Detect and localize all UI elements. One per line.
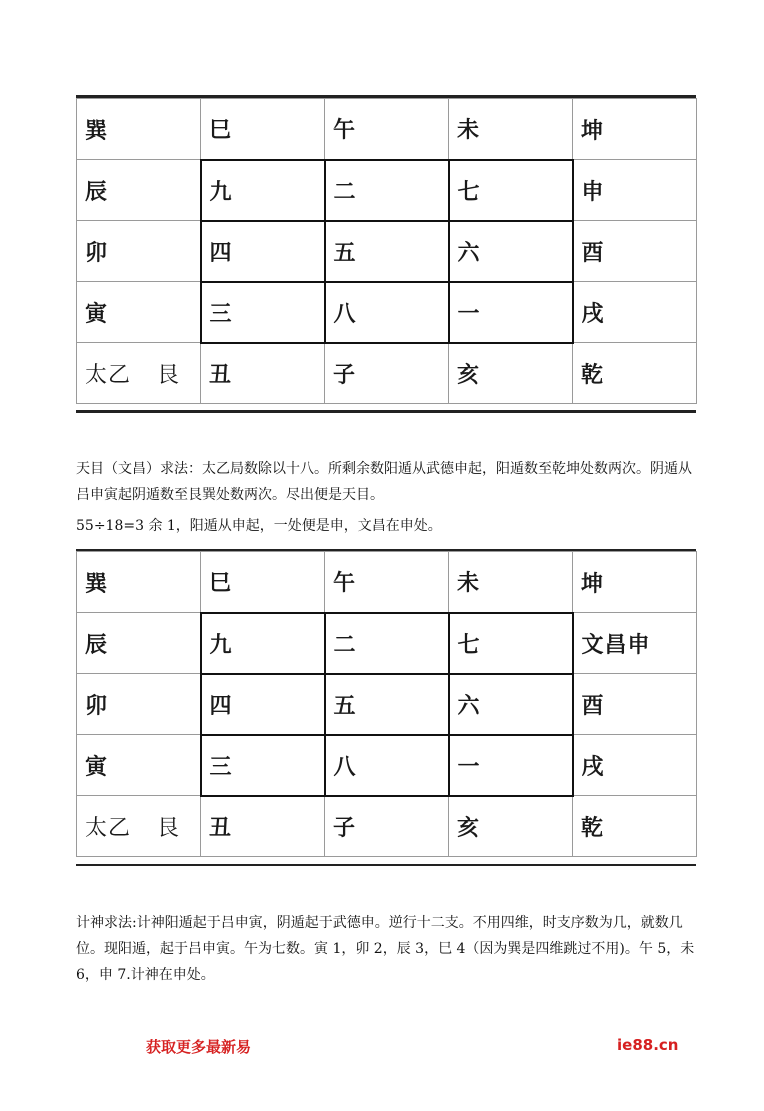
grid-cell: 酉 [573, 221, 697, 282]
grid-cell: 戌 [573, 282, 697, 343]
grid-cell: 六 [449, 674, 573, 735]
footer-site-link[interactable]: ie88.cn [617, 1036, 679, 1054]
grid-cell: 丑 [201, 343, 325, 404]
grid-cell: 三 [201, 282, 325, 343]
grid-cell: 丑 [201, 796, 325, 857]
footer-promo-text: 获取更多最新易 [146, 1038, 252, 1056]
grid-cell: 酉 [573, 674, 697, 735]
luopan-grid-2 [76, 551, 697, 857]
grid-cell: 巽 [77, 552, 201, 613]
table2-bottom-rule [76, 864, 696, 866]
grid-cell: 午 [325, 552, 449, 613]
grid-cell: 三 [201, 735, 325, 796]
grid-cell: 辰 [77, 613, 201, 674]
grid-cell: 巽 [77, 99, 201, 160]
grid-cell: 五 [325, 221, 449, 282]
table-row [77, 735, 697, 796]
table-row [77, 613, 697, 674]
grid-cell: 坤 [573, 99, 697, 160]
calculation-paragraph: 55÷18=3 余 1，阳遁从申起，一处便是申，文昌在申处。 [76, 518, 442, 534]
table-row [77, 99, 697, 160]
grid-cell: 四 [201, 674, 325, 735]
grid-cell: 子 [325, 796, 449, 857]
grid-cell: 寅 [77, 282, 201, 343]
grid-cell: 八 [325, 735, 449, 796]
grid-cell: 卯 [77, 674, 201, 735]
grid-cell: 太乙 艮 [77, 796, 201, 857]
grid-cell: 文昌申 [573, 613, 697, 674]
table-row [77, 552, 697, 613]
grid-cell: 未 [449, 99, 573, 160]
grid-cell: 一 [449, 735, 573, 796]
grid-cell: 戌 [573, 735, 697, 796]
grid-cell: 二 [325, 613, 449, 674]
grid-cell: 辰 [77, 160, 201, 221]
grid-cell: 太乙 艮 [77, 343, 201, 404]
grid-cell: 五 [325, 674, 449, 735]
grid-cell: 寅 [77, 735, 201, 796]
grid-cell: 二 [325, 160, 449, 221]
grid-cell: 卯 [77, 221, 201, 282]
table-row [77, 221, 697, 282]
table-row [77, 796, 697, 857]
grid-cell: 六 [449, 221, 573, 282]
grid-cell: 巳 [201, 552, 325, 613]
grid-cell: 乾 [573, 796, 697, 857]
table-row [77, 282, 697, 343]
grid-cell: 未 [449, 552, 573, 613]
jishen-method-paragraph: 计神求法:计神阳遁起于吕申寅，阴遁起于武德申。逆行十二支。不用四维，时支序数为几，就数几位。现阳遁，起于吕申寅。午为七数。寅 1，卯 2，辰 3，巳 4（因为巽是四维跳过不用)。午 5，未 6，申 7.计神在申处。 [76, 915, 695, 983]
grid-cell: 七 [449, 613, 573, 674]
table-row [77, 160, 697, 221]
grid-cell: 一 [449, 282, 573, 343]
grid-cell: 子 [325, 343, 449, 404]
luopan-grid-1 [76, 98, 697, 404]
grid-cell: 乾 [573, 343, 697, 404]
tianmu-method-paragraph: 天目（文昌）求法：太乙局数除以十八。所剩余数阳遁从武德申起，阳遁数至乾坤处数两次。阴遁从吕申寅起阴遁数至艮巽处数两次。尽出便是天目。 [76, 461, 692, 503]
grid-cell: 七 [449, 160, 573, 221]
grid-cell: 亥 [449, 796, 573, 857]
grid-cell: 八 [325, 282, 449, 343]
grid-cell: 坤 [573, 552, 697, 613]
grid-cell: 亥 [449, 343, 573, 404]
grid-cell: 九 [201, 160, 325, 221]
grid-cell: 申 [573, 160, 697, 221]
table-row [77, 674, 697, 735]
table1-bottom-rule [76, 410, 696, 413]
grid-cell: 九 [201, 613, 325, 674]
grid-cell: 午 [325, 99, 449, 160]
grid-cell: 四 [201, 221, 325, 282]
grid-cell: 巳 [201, 99, 325, 160]
table-row [77, 343, 697, 404]
